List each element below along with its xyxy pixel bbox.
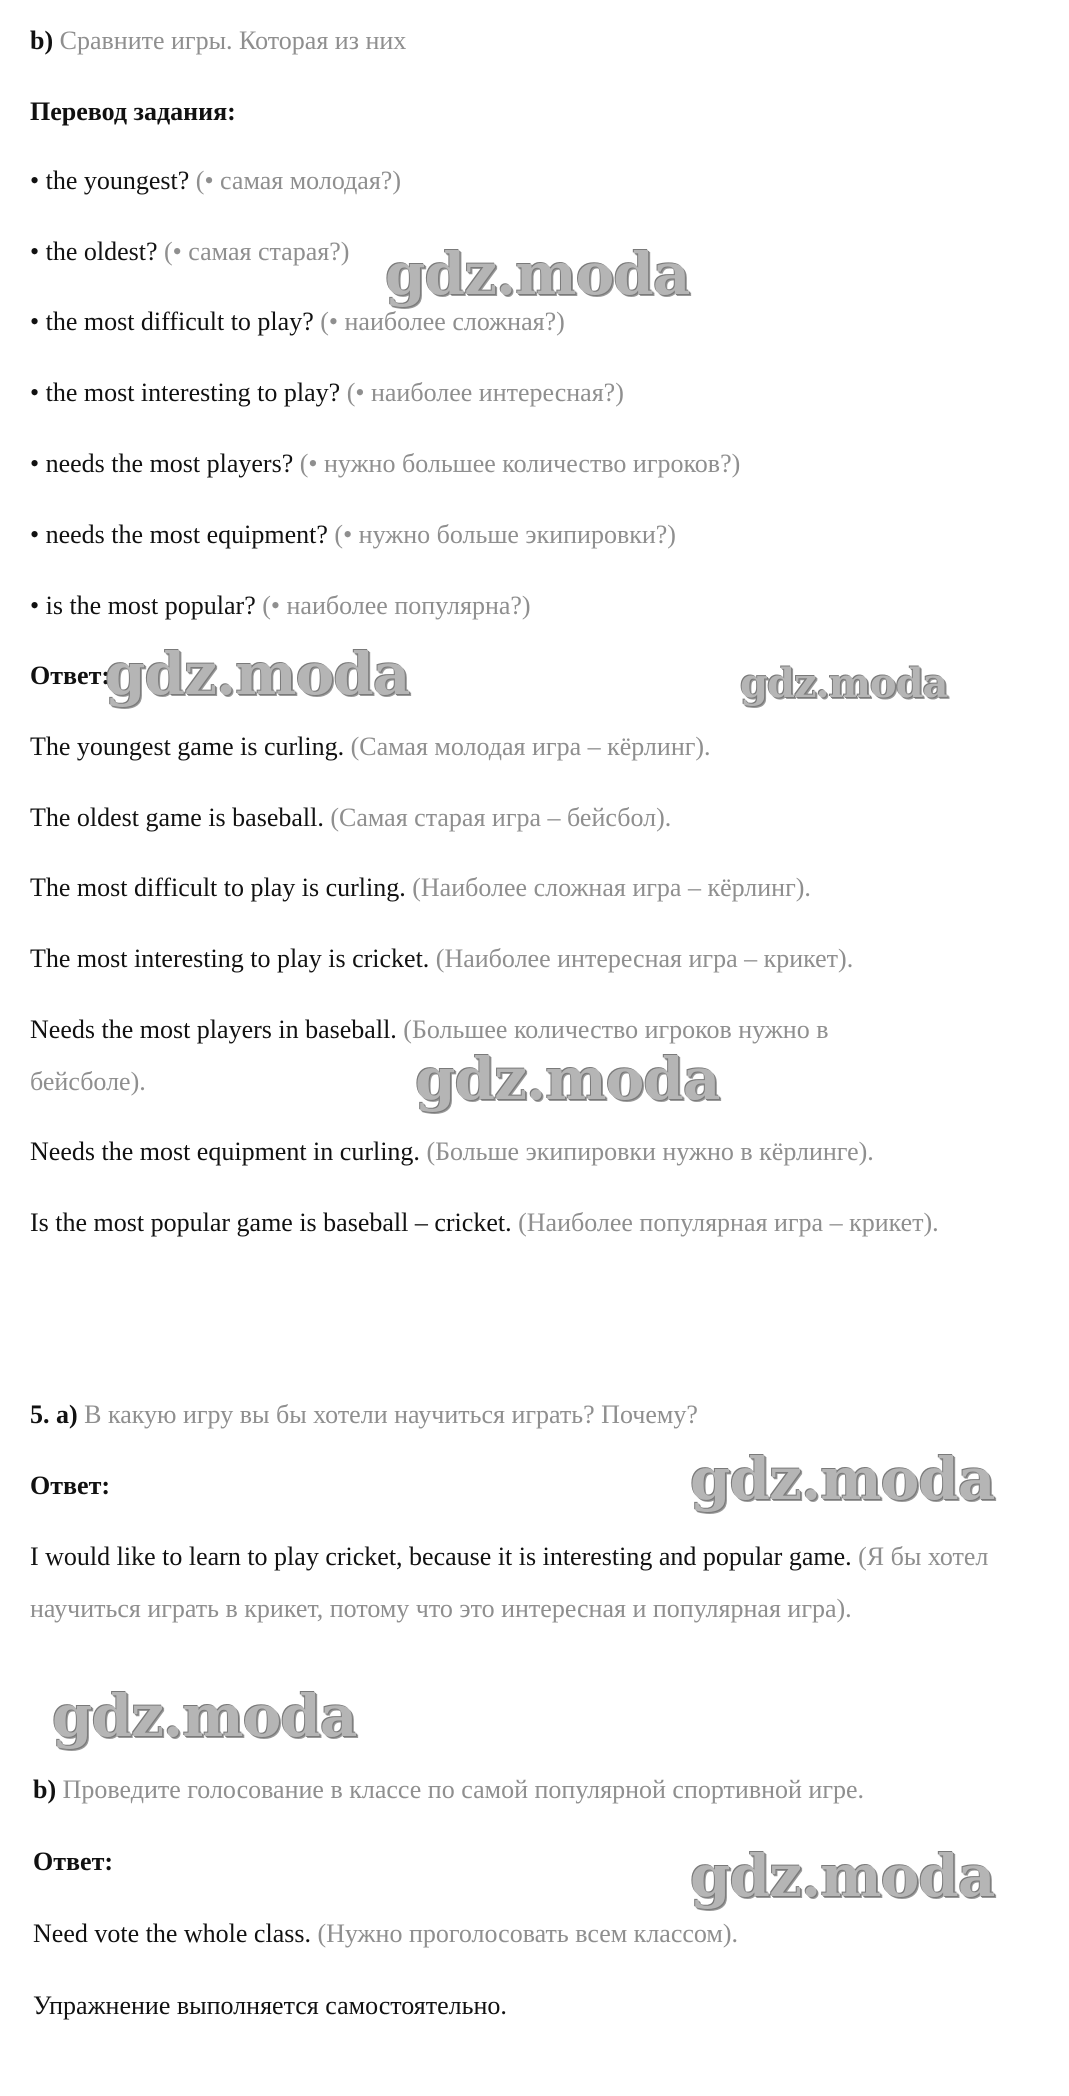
answer-en: The youngest game is curling. (30, 732, 345, 761)
item-en: • the most interesting to play? (30, 378, 341, 407)
list-item (30, 367, 1040, 419)
item-en: • needs the most equipment? (30, 520, 328, 549)
answer-ru: (Наиболее сложная игра – кёрлинг). (412, 873, 811, 902)
answer-en: The most interesting to play is cricket. (30, 944, 430, 973)
watermark: gdz.moda (52, 1682, 357, 1750)
ex5b-answer (33, 1908, 1043, 1960)
ex5a-task-text: В какую игру вы бы хотели научиться играть? Почему? (84, 1400, 698, 1429)
item-ru: (• наиболее популярна?) (262, 591, 531, 620)
ex5a-task (30, 1389, 1040, 1441)
part-b-task-text: Сравните игры. Которая из них (59, 26, 407, 55)
answer-line (30, 1126, 1040, 1178)
answer-ru: (Большее количество игроков нужно в бейсболе). (30, 1015, 829, 1096)
watermark: gdz.moda (105, 640, 410, 708)
item-ru: (• нужно большее количество игроков?) (299, 449, 741, 478)
answer-line (30, 721, 1040, 773)
answer-ru: (Наиболее популярная игра – крикет). (518, 1208, 939, 1237)
ex5b-task (33, 1764, 1043, 1816)
ex5b-note: Упражнение выполняется самостоятельно. (33, 1991, 507, 2020)
item-ru: (• самая старая?) (164, 237, 350, 266)
list-item (30, 155, 1040, 207)
answer-en: Is the most popular game is baseball – cricket. (30, 1208, 512, 1237)
item-ru: (• самая молодая?) (195, 166, 401, 195)
answer-line (30, 792, 1040, 844)
answer-line (30, 933, 1040, 985)
item-en: • is the most popular? (30, 591, 256, 620)
answer-heading: Ответ: (30, 661, 111, 690)
answer-en: The oldest game is baseball. (30, 803, 324, 832)
ex5b-answer-heading: Ответ: (33, 1847, 114, 1876)
translation-heading: Перевод задания: (30, 97, 236, 126)
ex5b-task-text: Проведите голосование в классе по самой популярной спортивной игре. (62, 1775, 865, 1804)
item-ru: (• наиболее интересная?) (346, 378, 624, 407)
ex5b-label: b) (33, 1775, 57, 1804)
ex5a-answer (30, 1531, 1010, 1635)
ex5a-label: 5. a) (30, 1400, 78, 1429)
answer-line (30, 862, 1040, 914)
part-b-task (30, 15, 1040, 67)
answer-line (30, 1197, 980, 1249)
watermark: gdz.moda (690, 1842, 995, 1910)
ex5a-answer-en: I would like to learn to play cricket, because it is interesting and popular game. (30, 1542, 852, 1571)
item-ru: (• наиболее сложная?) (320, 307, 565, 336)
item-ru: (• нужно больше экипировки?) (334, 520, 676, 549)
answer-ru: (Больше экипировки нужно в кёрлинге). (426, 1137, 874, 1166)
list-item (30, 509, 1040, 561)
ex5b-answer-en: Need vote the whole class. (33, 1919, 311, 1948)
item-en: • the most difficult to play? (30, 307, 314, 336)
watermark: gdz.moda (690, 1445, 995, 1513)
watermark: gdz.moda (385, 240, 690, 308)
answer-en: Needs the most players in baseball. (30, 1015, 397, 1044)
part-b-label: b) (30, 26, 54, 55)
list-item (30, 580, 1040, 632)
watermark: gdz.moda (740, 660, 948, 707)
watermark: gdz.moda (415, 1045, 720, 1113)
ex5b-answer-ru: (Нужно проголосовать всем классом). (317, 1919, 739, 1948)
item-en: • the youngest? (30, 166, 190, 195)
item-en: • the oldest? (30, 237, 158, 266)
list-item (30, 438, 1040, 490)
ex5a-answer-ru: (Я бы хотел научиться играть в крикет, потому что это интересная и популярная игра). (30, 1542, 989, 1623)
answer-en: Needs the most equipment in curling. (30, 1137, 420, 1166)
answer-ru: (Наиболее интересная игра – крикет). (435, 944, 854, 973)
item-en: • needs the most players? (30, 449, 294, 478)
answer-en: The most difficult to play is curling. (30, 873, 406, 902)
ex5a-answer-heading: Ответ: (30, 1471, 111, 1500)
answer-ru: (Самая старая игра – бейсбол). (330, 803, 672, 832)
answer-ru: (Самая молодая игра – кёрлинг). (350, 732, 711, 761)
